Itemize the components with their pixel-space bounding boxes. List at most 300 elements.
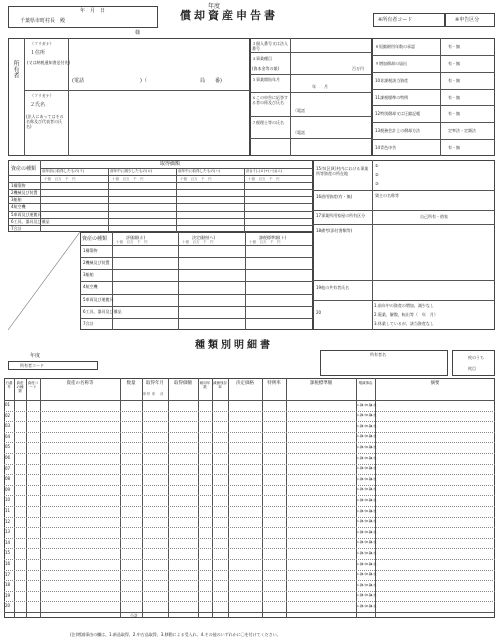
asset-cell[interactable] [109,197,175,202]
eval-cell[interactable] [179,282,244,292]
detail-cell[interactable] [169,475,197,484]
detail-cell[interactable] [287,539,355,548]
detail-cell[interactable] [199,496,211,505]
detail-cell[interactable] [27,433,39,442]
reason-option[interactable]: 2.中 [361,413,368,418]
eval-cell[interactable] [246,295,312,305]
detail-cell[interactable] [287,475,355,484]
detail-cell[interactable] [263,528,285,537]
detail-cell[interactable] [143,592,167,601]
detail-cell[interactable] [213,465,227,474]
reason-option[interactable]: 2.中 [361,540,368,545]
asset-cell[interactable] [245,183,311,188]
detail-cell[interactable] [376,475,494,484]
eval-cell[interactable] [113,307,177,317]
detail-cell[interactable] [263,539,285,548]
detail-cell[interactable] [41,433,119,442]
detail-cell[interactable] [169,528,197,537]
reason-option[interactable]: 3.除 [366,582,372,587]
detail-cell[interactable] [263,454,285,463]
detail-cell[interactable] [169,496,197,505]
detail-cell[interactable] [199,454,211,463]
reason-option[interactable]: 2.中 [361,466,368,471]
detail-cell[interactable] [263,422,285,431]
detail-cell[interactable] [229,496,261,505]
right-item-option[interactable]: 有・無 [448,77,460,83]
detail-cell[interactable] [213,560,227,569]
detail-cell[interactable] [41,422,119,431]
asset-cell[interactable] [177,190,243,195]
reason-option[interactable]: 1.新 [357,540,363,545]
detail-cell[interactable] [121,549,141,558]
detail-cell[interactable] [376,518,494,527]
detail-cell[interactable] [229,571,261,580]
detail-cell[interactable] [263,401,285,410]
detail-cell[interactable] [287,602,355,611]
detail-cell[interactable] [287,571,355,580]
detail-cell[interactable] [287,454,355,463]
detail-cell[interactable] [121,454,141,463]
detail-cell[interactable] [199,518,211,527]
asset-cell[interactable] [177,183,243,188]
detail-cell[interactable] [376,581,494,590]
detail-cell[interactable] [169,549,197,558]
detail-cell[interactable] [143,549,167,558]
detail-cell[interactable] [27,496,39,505]
reason-option[interactable]: 1.新 [357,582,363,587]
reason-option[interactable]: 1.新 [357,519,363,524]
reason-option[interactable]: 2.中 [361,444,368,449]
detail-cell[interactable] [199,412,211,421]
page-box[interactable] [452,350,495,376]
eval-cell[interactable] [179,246,244,256]
asset-cell[interactable] [41,183,107,188]
reason-option[interactable]: 2.中 [361,423,368,428]
reason-option[interactable]: 1.新 [357,455,363,460]
eval-cell[interactable] [113,270,177,280]
asset-cell[interactable] [109,226,175,231]
detail-cell[interactable] [213,422,227,431]
detail-cell[interactable] [169,592,197,601]
detail-cell[interactable] [41,581,119,590]
detail-cell[interactable] [213,602,227,611]
detail-cell[interactable] [213,592,227,601]
detail-cell[interactable] [27,401,39,410]
reason-option[interactable]: 4.他 [370,455,377,460]
detail-cell[interactable] [229,422,261,431]
reason-option[interactable]: 4.他 [370,550,377,555]
reason-option[interactable]: 1.新 [357,508,363,513]
detail-cell[interactable] [27,581,39,590]
detail-cell[interactable] [15,486,25,495]
detail-cell[interactable] [41,528,119,537]
detail-cell[interactable] [199,560,211,569]
asset-cell[interactable] [245,212,311,217]
detail-cell[interactable] [169,518,197,527]
reason-option[interactable]: 2.中 [361,572,368,577]
reason-option[interactable]: 2.中 [361,582,368,587]
detail-cell[interactable] [169,486,197,495]
detail-cell[interactable] [41,496,119,505]
reason-option[interactable]: 2.中 [361,593,368,598]
owner-class-opt[interactable]: 自己所有・借家 [420,214,448,219]
detail-cell[interactable] [27,592,39,601]
detail-cell[interactable] [15,507,25,516]
detail-cell[interactable] [213,518,227,527]
note-20-1[interactable]: 1.前年中の資産の増加、減少なし [374,303,434,308]
detail-cell[interactable] [27,560,39,569]
eval-cell[interactable] [179,307,244,317]
detail-cell[interactable] [213,443,227,452]
detail-cell[interactable] [27,475,39,484]
reason-option[interactable]: 1.新 [357,497,363,502]
reason-option[interactable]: 3.除 [366,476,372,481]
reason-option[interactable]: 3.除 [366,508,372,513]
detail-cell[interactable] [143,443,167,452]
detail-cell[interactable] [213,486,227,495]
detail-cell[interactable] [287,465,355,474]
eval-cell[interactable] [246,270,312,280]
detail-cell[interactable] [41,571,119,580]
detail-cell[interactable] [15,454,25,463]
eval-cell[interactable] [246,246,312,256]
detail-cell[interactable] [41,560,119,569]
reason-option[interactable]: 3.除 [366,519,372,524]
eval-cell[interactable] [113,295,177,305]
eval-cell[interactable] [113,282,177,292]
detail-cell[interactable] [229,454,261,463]
detail-cell[interactable] [199,581,211,590]
detail-cell[interactable] [287,507,355,516]
detail-cell[interactable] [169,581,197,590]
detail-cell[interactable] [169,401,197,410]
asset-cell[interactable] [41,204,107,209]
detail-cell[interactable] [121,433,141,442]
reason-option[interactable]: 2.中 [361,497,368,502]
detail-cell[interactable] [143,496,167,505]
detail-cell[interactable] [376,443,494,452]
reason-option[interactable]: 2.中 [361,529,368,534]
asset-cell[interactable] [41,226,107,231]
reason-option[interactable]: 3.除 [366,413,372,418]
detail-cell[interactable] [263,465,285,474]
detail-cell[interactable] [121,518,141,527]
detail-cell[interactable] [143,581,167,590]
detail-cell[interactable] [229,486,261,495]
detail-cell[interactable] [376,528,494,537]
reason-option[interactable]: 3.除 [366,550,372,555]
right-item-option[interactable]: 有・無 [448,145,460,151]
detail-cell[interactable] [213,412,227,421]
detail-cell[interactable] [376,560,494,569]
detail-cell[interactable] [15,528,25,537]
detail-cell[interactable] [169,539,197,548]
asset-cell[interactable] [245,204,311,209]
detail-cell[interactable] [169,560,197,569]
detail-cell[interactable] [263,602,285,611]
detail-cell[interactable] [143,475,167,484]
detail-cell[interactable] [143,412,167,421]
detail-cell[interactable] [143,454,167,463]
asset-cell[interactable] [245,219,311,224]
asset-cell[interactable] [177,204,243,209]
detail-cell[interactable] [121,507,141,516]
detail-cell[interactable] [15,496,25,505]
reason-option[interactable]: 2.中 [361,550,368,555]
reason-option[interactable]: 4.他 [370,529,377,534]
detail-cell[interactable] [287,401,355,410]
detail-cell[interactable] [15,412,25,421]
eval-cell[interactable] [179,319,244,329]
detail-cell[interactable] [199,401,211,410]
reason-option[interactable]: 2.中 [361,402,368,407]
reason-option[interactable]: 1.新 [357,572,363,577]
detail-cell[interactable] [287,518,355,527]
reason-option[interactable]: 2.中 [361,455,368,460]
right-item-option[interactable]: 有・無 [448,44,460,49]
detail-cell[interactable] [263,475,285,484]
detail-cell[interactable] [376,433,494,442]
eval-cell[interactable] [113,246,177,256]
detail-cell[interactable] [376,507,494,516]
detail-cell[interactable] [143,528,167,537]
eval-cell[interactable] [246,282,312,292]
detail-cell[interactable] [27,518,39,527]
detail-cell[interactable] [15,465,25,474]
reason-option[interactable]: 1.新 [357,550,363,555]
detail-cell[interactable] [121,412,141,421]
detail-cell[interactable] [41,443,119,452]
reason-option[interactable]: 4.他 [370,402,377,407]
detail-cell[interactable] [41,539,119,548]
eval-cell[interactable] [246,307,312,317]
reason-option[interactable]: 2.中 [361,434,368,439]
detail-cell[interactable] [263,560,285,569]
detail-cell[interactable] [41,401,119,410]
detail-cell[interactable] [169,454,197,463]
detail-cell[interactable] [143,465,167,474]
detail-cell[interactable] [121,401,141,410]
reason-option[interactable]: 4.他 [370,572,377,577]
reason-option[interactable]: 4.他 [370,413,377,418]
detail-cell[interactable] [229,560,261,569]
detail-cell[interactable] [169,412,197,421]
eval-cell[interactable] [113,319,177,329]
detail-cell[interactable] [41,465,119,474]
detail-cell[interactable] [376,571,494,580]
detail-cell[interactable] [287,433,355,442]
reason-option[interactable]: 1.新 [357,476,363,481]
eval-cell[interactable] [179,258,244,268]
reason-option[interactable]: 1.新 [357,487,363,492]
detail-cell[interactable] [41,549,119,558]
detail-cell[interactable] [169,433,197,442]
detail-cell[interactable] [15,560,25,569]
detail-cell[interactable] [229,443,261,452]
detail-cell[interactable] [263,496,285,505]
detail-cell[interactable] [41,475,119,484]
detail-cell[interactable] [121,592,141,601]
detail-cell[interactable] [263,486,285,495]
detail-cell[interactable] [263,571,285,580]
name-field[interactable] [70,94,248,152]
reason-option[interactable]: 4.他 [370,561,377,566]
detail-cell[interactable] [121,422,141,431]
asset-cell[interactable] [109,204,175,209]
note-20-2[interactable]: 2.廃業、解散、転出等（ 年 月） [374,312,438,317]
detail-cell[interactable] [27,549,39,558]
detail-cell[interactable] [287,581,355,590]
detail-cell[interactable] [263,412,285,421]
note-20-3[interactable]: 3.休業しているが、該当資産なし [374,321,434,326]
reason-option[interactable]: 1.新 [357,423,363,428]
detail-cell[interactable] [263,518,285,527]
detail-cell[interactable] [143,507,167,516]
detail-cell[interactable] [229,549,261,558]
reason-option[interactable]: 2.中 [361,561,368,566]
detail-cell[interactable] [169,465,197,474]
detail-cell[interactable] [199,433,211,442]
detail-cell[interactable] [376,539,494,548]
detail-cell[interactable] [143,486,167,495]
detail-cell[interactable] [229,433,261,442]
reason-option[interactable]: 3.除 [366,529,372,534]
detail-cell[interactable] [199,528,211,537]
detail-cell[interactable] [27,412,39,421]
detail-cell[interactable] [229,592,261,601]
detail-cell[interactable] [199,571,211,580]
reason-option[interactable]: 3.除 [366,487,372,492]
detail-cell[interactable] [27,422,39,431]
asset-cell[interactable] [245,226,311,231]
detail-cell[interactable] [376,496,494,505]
reason-option[interactable]: 2.中 [361,476,368,481]
detail-cell[interactable] [376,401,494,410]
detail-cell[interactable] [143,433,167,442]
detail-cell[interactable] [15,518,25,527]
eval-cell[interactable] [179,295,244,305]
detail-cell[interactable] [27,486,39,495]
asset-cell[interactable] [109,212,175,217]
detail-cell[interactable] [15,581,25,590]
detail-cell[interactable] [287,412,355,421]
detail-cell[interactable] [143,560,167,569]
detail-cell[interactable] [213,528,227,537]
detail-cell[interactable] [229,475,261,484]
asset-cell[interactable] [177,226,243,231]
detail-cell[interactable] [376,602,494,611]
detail-cell[interactable] [27,602,39,611]
detail-cell[interactable] [41,412,119,421]
detail-cell[interactable] [27,528,39,537]
eval-cell[interactable] [246,319,312,329]
reason-option[interactable]: 1.新 [357,434,363,439]
detail-cell[interactable] [263,592,285,601]
detail-cell[interactable] [121,560,141,569]
reason-option[interactable]: 4.他 [370,466,377,471]
detail-cell[interactable] [15,539,25,548]
asset-cell[interactable] [177,197,243,202]
detail-cell[interactable] [229,539,261,548]
detail-cell[interactable] [263,507,285,516]
reason-option[interactable]: 4.他 [370,519,377,524]
reason-option[interactable]: 1.新 [357,603,363,608]
detail-cell[interactable] [199,539,211,548]
detail-cell[interactable] [287,443,355,452]
detail-cell[interactable] [143,539,167,548]
detail-cell[interactable] [199,443,211,452]
detail-cell[interactable] [15,401,25,410]
detail-cell[interactable] [213,571,227,580]
detail-cell[interactable] [376,549,494,558]
detail-cell[interactable] [263,581,285,590]
reason-option[interactable]: 2.中 [361,487,368,492]
reason-option[interactable]: 1.新 [357,561,363,566]
detail-cell[interactable] [27,465,39,474]
detail-cell[interactable] [27,443,39,452]
detail-cell[interactable] [121,486,141,495]
detail-cell[interactable] [287,422,355,431]
detail-cell[interactable] [287,549,355,558]
detail-cell[interactable] [213,433,227,442]
asset-cell[interactable] [109,219,175,224]
detail-cell[interactable] [213,475,227,484]
reason-option[interactable]: 1.新 [357,466,363,471]
detail-cell[interactable] [121,571,141,580]
reason-option[interactable]: 3.除 [366,455,372,460]
reason-option[interactable]: 4.他 [370,603,377,608]
detail-cell[interactable] [121,539,141,548]
detail-cell[interactable] [199,486,211,495]
reason-option[interactable]: 2.中 [361,603,368,608]
detail-cell[interactable] [199,549,211,558]
detail-cell[interactable] [143,571,167,580]
asset-cell[interactable] [109,183,175,188]
reason-option[interactable]: 4.他 [370,582,377,587]
eval-cell[interactable] [246,258,312,268]
detail-cell[interactable] [229,507,261,516]
detail-cell[interactable] [287,592,355,601]
detail-cell[interactable] [27,507,39,516]
detail-cell[interactable] [169,507,197,516]
eval-cell[interactable] [113,258,177,268]
detail-cell[interactable] [199,507,211,516]
reason-option[interactable]: 4.他 [370,444,377,449]
detail-cell[interactable] [27,571,39,580]
reason-option[interactable]: 4.他 [370,540,377,545]
eval-cell[interactable] [179,270,244,280]
reason-option[interactable]: 3.除 [366,497,372,502]
asset-cell[interactable] [41,197,107,202]
detail-cell[interactable] [121,496,141,505]
detail-cell[interactable] [213,401,227,410]
detail-cell[interactable] [229,581,261,590]
reason-option[interactable]: 4.他 [370,487,377,492]
detail-cell[interactable] [229,412,261,421]
detail-cell[interactable] [376,454,494,463]
reason-option[interactable]: 1.新 [357,529,363,534]
reason-option[interactable]: 3.除 [366,561,372,566]
detail-cell[interactable] [143,401,167,410]
detail-cell[interactable] [41,592,119,601]
detail-cell[interactable] [15,475,25,484]
detail-cell[interactable] [376,486,494,495]
reason-option[interactable]: 4.他 [370,593,377,598]
reason-option[interactable]: 4.他 [370,476,377,481]
detail-cell[interactable] [41,507,119,516]
detail-cell[interactable] [376,422,494,431]
reason-option[interactable]: 2.中 [361,519,368,524]
